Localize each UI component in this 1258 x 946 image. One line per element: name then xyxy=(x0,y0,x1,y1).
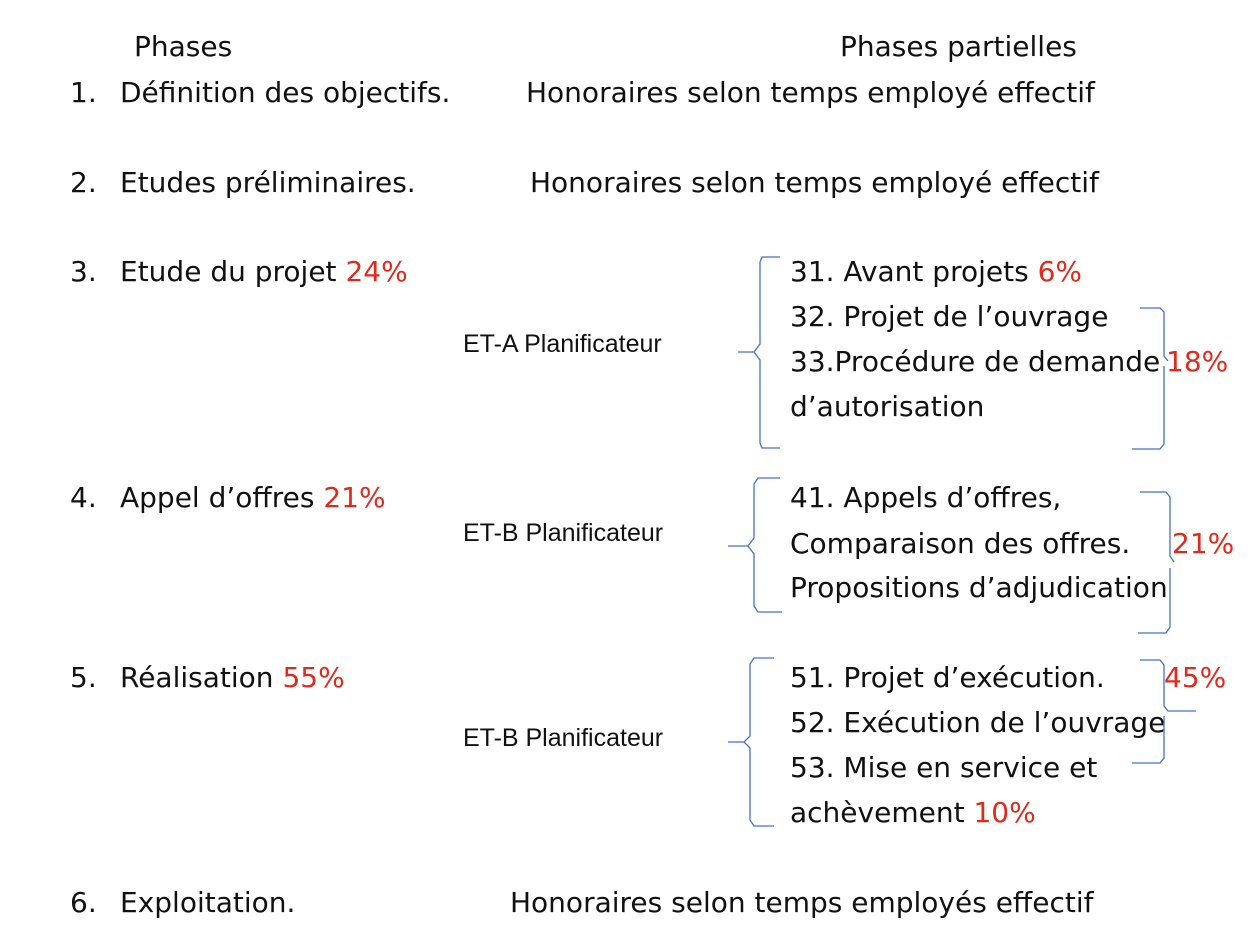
subphase-32: 32. Projet de l’ouvrage xyxy=(790,300,1109,333)
subphase-52: 52. Exécution de l’ouvrage xyxy=(790,706,1166,739)
subphase-41-line2: Comparaison des offres. xyxy=(790,527,1131,560)
phase-4-percent: 21% xyxy=(323,481,386,514)
phase-5-right-brace xyxy=(1132,660,1196,763)
phase-1-fee: Honoraires selon temps employé effectif xyxy=(526,76,1095,109)
phase-4-left-brace xyxy=(728,478,782,612)
partial-phases-header: Phases partielles xyxy=(840,30,1077,63)
subphase-33-cont: d’autorisation xyxy=(790,390,985,423)
phase-5-percent: 55% xyxy=(282,661,345,694)
phase-1-title: Définition des objectifs. xyxy=(120,76,451,109)
phase-3-planner: ET-A Planificateur xyxy=(463,330,662,358)
phase-2-fee: Honoraires selon temps employé effectif xyxy=(530,166,1099,199)
phase-5-left-brace xyxy=(728,658,774,826)
phase-6-fee: Honoraires selon temps employés effectif xyxy=(510,886,1094,919)
phase-4-group-percent: 21% xyxy=(1172,527,1235,560)
phase-6-title: Exploitation. xyxy=(120,886,296,919)
subphase-31-text: 31. Avant projets xyxy=(790,255,1029,288)
phase-4-number: 4. xyxy=(70,481,97,514)
phase-3-group-percent: 18% xyxy=(1166,345,1229,378)
phase-4-planner: ET-B Planificateur xyxy=(463,519,664,547)
phase-3-title-text: Etude du projet xyxy=(120,255,337,288)
subphase-41: 41. Appels d’offres, xyxy=(790,481,1062,514)
phases-header: Phases xyxy=(134,30,233,63)
subphase-53-cont-text: achèvement xyxy=(790,796,965,829)
subphase-53-percent: 10% xyxy=(973,796,1036,829)
phase-4-title-text: Appel d’offres xyxy=(120,481,315,514)
subphase-41-line3: Propositions d’adjudication xyxy=(790,571,1168,604)
phase-5-group-percent: 45% xyxy=(1164,661,1227,694)
subphase-53: 53. Mise en service et xyxy=(790,751,1098,784)
phase-3-left-brace xyxy=(738,257,780,448)
phase-3-percent: 24% xyxy=(345,255,408,288)
phase-6-number: 6. xyxy=(70,886,97,919)
phase-5-number: 5. xyxy=(70,661,97,694)
subphase-51: 51. Projet d’exécution. xyxy=(790,661,1105,694)
phase-3-number: 3. xyxy=(70,255,97,288)
phase-4-right-brace xyxy=(1138,492,1174,633)
phase-2-number: 2. xyxy=(70,166,97,199)
phase-5-title-text: Réalisation xyxy=(120,661,274,694)
subphase-33: 33.Procédure de demande xyxy=(790,345,1161,378)
phase-1-number: 1. xyxy=(70,76,97,109)
phase-5-planner: ET-B Planificateur xyxy=(463,724,664,752)
phase-3-right-brace xyxy=(1132,308,1168,449)
subphase-31-percent: 6% xyxy=(1037,255,1082,288)
phase-2-title: Etudes préliminaires. xyxy=(120,166,416,199)
